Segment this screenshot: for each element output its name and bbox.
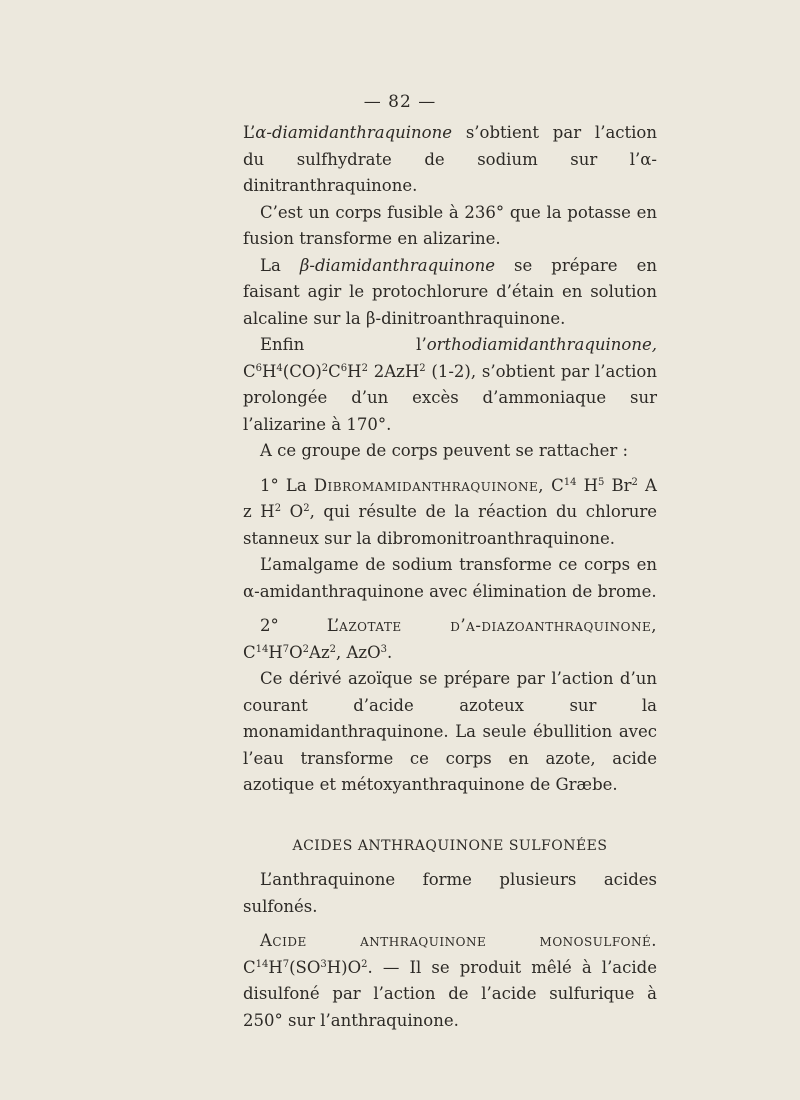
paragraph-derive-azoique: Ce dérivé azoïque se prépare par l’action d’un courant d’acide azoteux sur la monamidanthraquinone. La seule ébullition avec l’eau transforme ce corps en azote, acide azotique et métoxyanthraquinone de Græbe.: [243, 669, 657, 794]
formula-part: H: [268, 642, 283, 662]
compound-name: orthodiamidanthraquinone,: [426, 335, 657, 354]
formula-part: O: [281, 502, 304, 521]
formula-part: H: [576, 475, 598, 495]
formula-part: C: [243, 361, 256, 381]
formula-part: C: [243, 642, 256, 662]
formula-part: Br: [604, 475, 632, 495]
page-number: — 82 —: [363, 92, 437, 112]
formula-part: H: [268, 957, 283, 977]
compound-name: β-diamidanthraquinone: [299, 255, 495, 275]
text-run: . — Il se produit mêlé à l’acide disulfoné par l’action de l’acide sulfurique à 250° sur l’anthraquinone.: [243, 957, 657, 1030]
text-run: s’obtient par l’action du sulfhydrate de sodium sur l’α-dinitranthraquinone.: [243, 123, 657, 195]
formula-part: (SO: [289, 957, 321, 977]
formula: [243, 362, 426, 381]
paragraph-alpha-diamid: [243, 120, 657, 200]
paragraph-ortho-diamid: [243, 332, 657, 438]
body-text: [243, 120, 657, 1034]
formula-index: 14: [563, 476, 577, 488]
formula-part: C: [543, 475, 564, 495]
formula-index: 2: [302, 643, 310, 655]
text-run: se prépare en faisant agir le protochlorure d’étain en solution alcaline sur la β-dinitroanthraquinone.: [243, 255, 657, 328]
text-run: L’: [243, 123, 256, 142]
formula-part: 2AzH: [367, 361, 420, 381]
formula-index: 2: [321, 362, 329, 374]
item-number: 2° L’: [260, 616, 340, 635]
formula-part: O: [289, 642, 303, 662]
compound-name: -diamidanthraquinone: [266, 123, 453, 142]
text-run: , qui résulte de la réaction du chlorure stanneux sur la dibromonitroanthraquinone.: [243, 502, 657, 548]
formula-index: 2: [361, 362, 368, 374]
text-run: (1-2), s’obtient par l’action prolongée d’un excès d’ammoniaque sur l’alizarine à 170°.: [243, 361, 657, 434]
formula-index: 7: [282, 958, 290, 970]
formula-part: C: [328, 361, 341, 381]
formula-index: 6: [255, 362, 262, 374]
formula-index: 2: [361, 958, 368, 970]
formula-part: (CO): [282, 361, 322, 381]
formula-part: H)O: [326, 957, 362, 977]
paragraph-acides-sulfones: L’anthraquinone forme plusieurs acides sulfonés.: [243, 870, 657, 916]
formula-index: 2: [631, 476, 638, 488]
greek-letter: α: [255, 123, 267, 142]
formula-index: 6: [340, 362, 348, 374]
formula-index: 3: [380, 643, 388, 655]
paragraph-azotate: [243, 613, 657, 666]
paragraph-groupe: A ce groupe de corps peuvent se rattacher :: [260, 441, 629, 460]
compound-heading: azotate d’α-diazoanthraquinone,: [339, 616, 657, 635]
formula-part: Az: [309, 642, 330, 662]
formula-index: 2: [274, 503, 282, 514]
section-heading: ACIDES ANTHRAQUINONE SULFONÉES: [292, 837, 608, 854]
item-number: 1° La: [260, 475, 314, 495]
formula-index: 5: [598, 476, 605, 488]
formula: [243, 643, 387, 662]
formula-index: 2: [329, 643, 337, 655]
formula-part: H: [262, 361, 277, 381]
formula-index: 3: [320, 958, 327, 970]
formula-index: 7: [282, 643, 290, 655]
paragraph-fusible: C’est un corps fusible à 236° que la potasse en fusion transforme en alizarine.: [243, 202, 657, 248]
text-run: Enfin l’: [260, 335, 427, 354]
compound-heading: Acide anthraquinone monosulfoné.: [260, 931, 657, 950]
formula-part: H: [347, 361, 362, 381]
formula-index: 4: [276, 362, 283, 374]
paragraph-dibromamid: [243, 473, 657, 553]
formula-part: A z H: [243, 475, 657, 521]
paragraph-beta-diamid: [243, 253, 657, 333]
paragraph-amalgame: L’amalgame de sodium transforme ce corps en α-amidanthraquinone avec élimination de brome.: [243, 555, 657, 601]
formula-index: 2: [303, 503, 310, 514]
compound-heading: Dibromamidanthraquinone,: [313, 475, 544, 495]
text-run: La: [260, 255, 300, 275]
formula-part: C: [243, 957, 256, 977]
formula-part: , AzO: [336, 642, 381, 662]
text-run: .: [387, 642, 393, 662]
formula-index: 2: [419, 362, 426, 374]
formula-index: 14: [255, 958, 269, 970]
paragraph-monosulfone: [243, 928, 657, 1034]
formula-index: 14: [255, 643, 269, 655]
formula: [243, 958, 368, 977]
